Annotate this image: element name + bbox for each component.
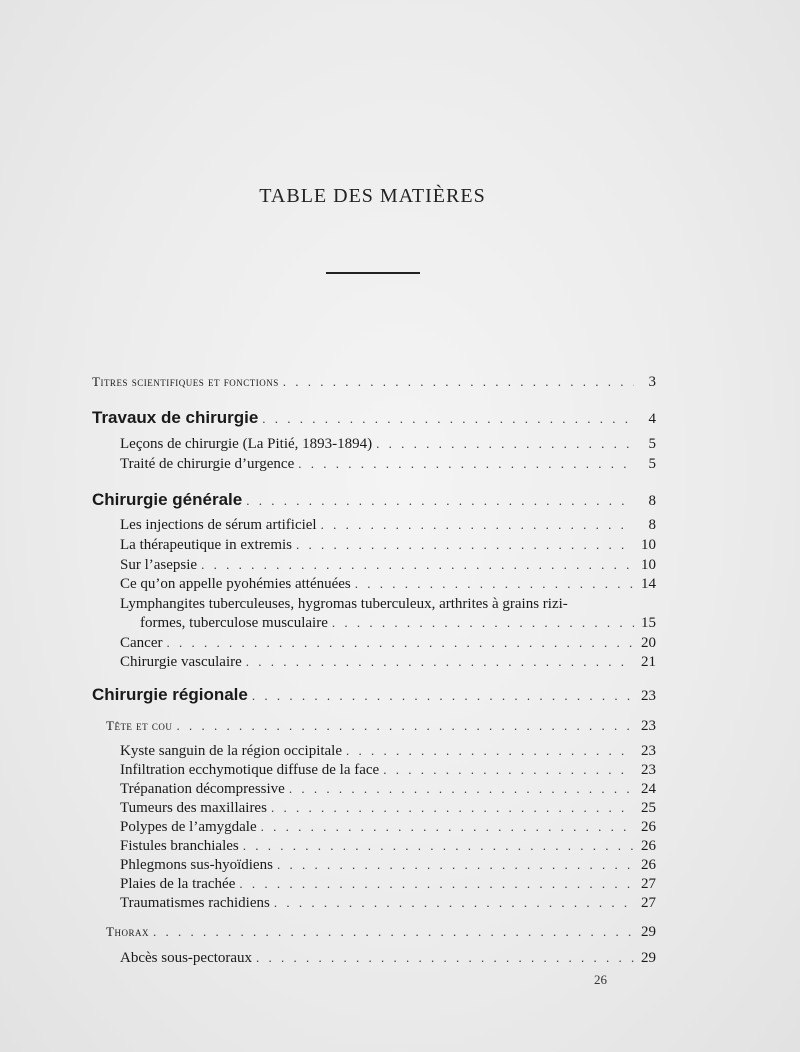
toc-entry-plaies <box>120 874 656 894</box>
dot-leader <box>283 372 634 392</box>
dot-leader <box>176 716 634 736</box>
toc-entry-traite <box>120 454 656 474</box>
toc-entry-trepanation <box>120 779 656 799</box>
title-divider <box>326 272 420 274</box>
dot-leader <box>153 922 634 942</box>
toc-entry-label: Abcès sous-pectoraux <box>120 950 253 966</box>
toc-entry-page: 10 <box>641 557 656 573</box>
dot-leader <box>289 779 634 799</box>
toc-entry-label: Infiltration ecchymotique diffuse de la face <box>120 762 380 778</box>
toc-section-regionale <box>92 685 656 705</box>
dot-leader <box>262 409 634 429</box>
toc-entry-cancer <box>120 633 656 653</box>
toc-section-travaux <box>92 408 656 428</box>
toc-entry-page: 21 <box>641 654 656 670</box>
toc-entry-label: Trépanation décompressive <box>120 781 285 797</box>
toc-entry-titres <box>92 372 656 392</box>
toc-entry-tumeurs <box>120 798 656 818</box>
dot-leader <box>296 535 634 555</box>
toc-entry-page: 5 <box>648 436 656 452</box>
toc-entry-page: 8 <box>648 517 656 533</box>
toc-entry-label: Traumatismes rachidiens <box>120 895 270 911</box>
dot-leader <box>271 798 634 818</box>
toc-entry-label: Les injections de sérum artificiel <box>120 517 317 533</box>
dot-leader <box>246 491 634 511</box>
dot-leader <box>166 633 634 653</box>
dot-leader <box>376 434 634 454</box>
toc-entry-page: 29 <box>641 924 656 940</box>
toc-entry-label: Tête et cou <box>106 718 173 733</box>
toc-entry-label: Phlegmons sus-hyoïdiens <box>120 857 273 873</box>
dot-leader <box>355 574 634 594</box>
toc-entry-label: Plaies de la trachée <box>120 876 236 892</box>
toc-entry-page: 26 <box>641 838 656 854</box>
toc-entry-label: Sur l’asepsie <box>120 557 198 573</box>
toc-entry-phlegmons <box>120 855 656 875</box>
toc-entry-label: Titres scientifiques et fonctions <box>92 374 279 389</box>
toc-entry-page: 10 <box>641 537 656 553</box>
toc-entry-label: Leçons de chirurgie (La Pitié, 1893-1894) <box>120 436 373 452</box>
toc-entry-page: 24 <box>641 781 656 797</box>
toc-entry-page: 23 <box>641 688 656 704</box>
toc-entry-kyste <box>120 741 656 761</box>
toc-entry-page: 27 <box>641 876 656 892</box>
toc-entry-label: Tumeurs des maxillaires <box>120 800 267 816</box>
toc-entry-page: 29 <box>641 950 656 966</box>
dot-leader <box>239 874 634 894</box>
toc-entry-lymphangites-line2 <box>140 613 656 633</box>
page-title: TABLE DES MATIÈRES <box>259 185 486 207</box>
toc-entry-page: 20 <box>641 635 656 651</box>
toc-subsection-tete-cou <box>106 716 656 736</box>
toc-entry-lecons <box>120 434 656 454</box>
toc-entry-page: 15 <box>641 615 656 631</box>
dot-leader <box>383 760 634 780</box>
toc-entry-label: Fistules branchiales <box>120 838 239 854</box>
toc-entry-page: 3 <box>648 374 656 390</box>
toc-entry-label: La thérapeutique in extremis <box>120 537 293 553</box>
toc-entry-label: Traité de chirurgie d’urgence <box>120 456 295 472</box>
dot-leader <box>346 741 634 761</box>
toc-entry-label: Chirurgie vasculaire <box>120 654 242 670</box>
toc-entry-label: Ce qu’on appelle pyohémies atténuées <box>120 576 351 592</box>
toc-entry-label: Kyste sanguin de la région occipitale <box>120 743 343 759</box>
dot-leader <box>274 893 634 913</box>
toc-entry-label: Thorax <box>106 924 149 939</box>
toc-entry-page: 25 <box>641 800 656 816</box>
dot-leader <box>332 613 634 633</box>
toc-entry-page: 5 <box>648 456 656 472</box>
dot-leader <box>298 454 634 474</box>
toc-entry-page: 23 <box>641 743 656 759</box>
toc-section-label: Chirurgie régionale <box>92 685 248 704</box>
toc-entry-page: 4 <box>648 411 656 427</box>
toc-entry-polypes <box>120 817 656 837</box>
page-footer-number: 26 <box>594 972 607 987</box>
dot-leader <box>201 555 634 575</box>
dot-leader <box>256 948 634 968</box>
toc-entry-traumatismes <box>120 893 656 913</box>
toc-entry-abces <box>120 948 656 968</box>
toc-entry-infiltration <box>120 760 656 780</box>
toc-subsection-thorax <box>106 922 656 942</box>
toc-entry-pyohemies <box>120 574 656 594</box>
toc-entry-page: 8 <box>648 493 656 509</box>
dot-leader <box>277 855 634 875</box>
toc-entry-page: 27 <box>641 895 656 911</box>
toc-entry-fistules <box>120 836 656 856</box>
toc-entry-page: 26 <box>641 819 656 835</box>
toc-entry-label: formes, tuberculose musculaire <box>140 615 328 631</box>
dot-leader <box>246 652 634 672</box>
toc-entry-page: 26 <box>641 857 656 873</box>
dot-leader <box>321 515 634 535</box>
dot-leader <box>252 686 634 706</box>
toc-section-generale <box>92 490 656 510</box>
toc-entry-label: Polypes de l’amygdale <box>120 819 257 835</box>
toc-entry-vasculaire <box>120 652 656 672</box>
toc-entry-page: 23 <box>641 762 656 778</box>
toc-entry-page: 14 <box>641 576 656 592</box>
toc-entry-injections <box>120 515 656 535</box>
dot-leader <box>261 817 634 837</box>
toc-section-label: Travaux de chirurgie <box>92 408 259 427</box>
toc-section-label: Chirurgie générale <box>92 490 243 509</box>
toc-entry-asepsie <box>120 555 656 575</box>
toc-entry-lymphangites-line1: Lymphangites tuberculeuses, hygromas tuberculeux, arthrites à grains rizi- <box>120 596 568 612</box>
toc-entry-therapeutique <box>120 535 656 555</box>
dot-leader <box>243 836 634 856</box>
toc-entry-page: 23 <box>641 718 656 734</box>
toc-entry-label: Cancer <box>120 635 163 651</box>
